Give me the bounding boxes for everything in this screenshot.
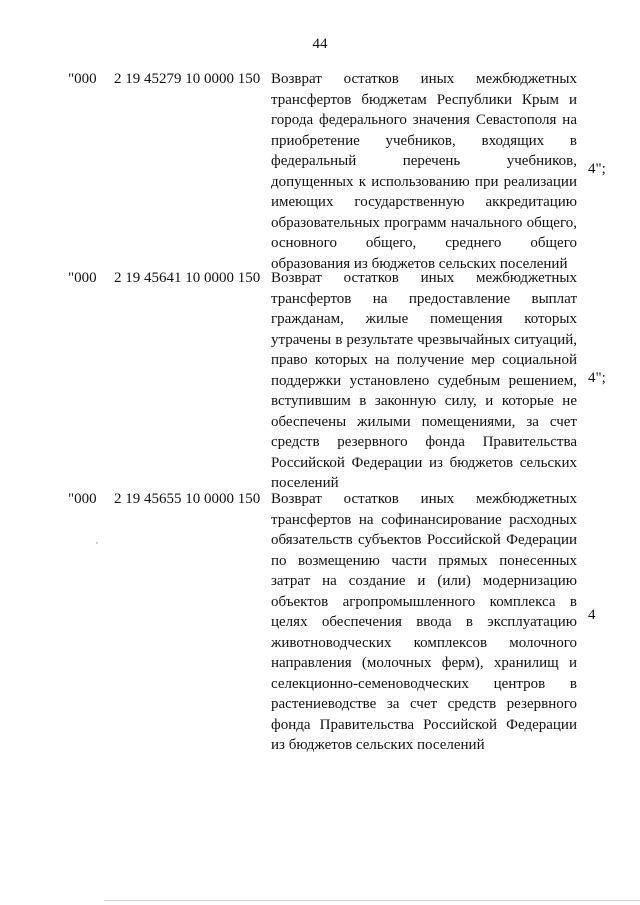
row-description: Возврат остатков иных межбюджетных трансфертов бюджетам Республики Крым и города федерального значения Севастополя на приобретение учебников, входящих в федеральный перечень учебников, допущенных к использованию при реализации имеющих государственную аккредитацию образовательных программ начального общего, основного общего, среднего общего образования из бюджетов сельских поселений xyxy=(271,71,577,272)
row-tail: 4"; xyxy=(588,370,606,386)
row-description: Возврат остатков иных межбюджетных трансфертов на предоставление выплат гражданам, жилые помещения которых утрачены в результате чрезвычайных ситуаций, право которых на получение мер социальной поддержки установлено судебным решением, вступившим в законную силу, и которые не обеспечены жилыми помещениями, за счет средств резервного фонда Правительства Российской Федерации из бюджетов сельских поселений xyxy=(271,270,577,491)
row-quote: "000 xyxy=(68,71,97,87)
scan-edge-line xyxy=(104,900,640,901)
scan-speck xyxy=(96,542,98,544)
row-tail: 4"; xyxy=(588,161,606,177)
budget-code: 2 19 45655 10 0000 150 xyxy=(114,491,261,507)
row-quote: "000 xyxy=(68,491,97,507)
budget-code: 2 19 45641 10 0000 150 xyxy=(114,270,261,286)
page-number: 44 xyxy=(312,36,328,52)
row-quote: "000 xyxy=(68,270,97,286)
row-tail: 4 xyxy=(588,607,596,623)
row-description: Возврат остатков иных межбюджетных трансфертов на софинансирование расходных обязательств субъектов Российской Федерации по возмещению части прямых понесенных затрат на создание и (или) модернизацию объектов агропромышленного комплекса в целях обеспечения ввода в эксплуатацию животноводческих комплексов молочного направления (молочных ферм), хранилищ и селекционно-семеноводческих центров в растениеводстве за счет средств резервного фонда Правительства Российской Федерации из бюджетов сельских поселений xyxy=(271,491,577,753)
budget-code: 2 19 45279 10 0000 150 xyxy=(114,71,261,87)
